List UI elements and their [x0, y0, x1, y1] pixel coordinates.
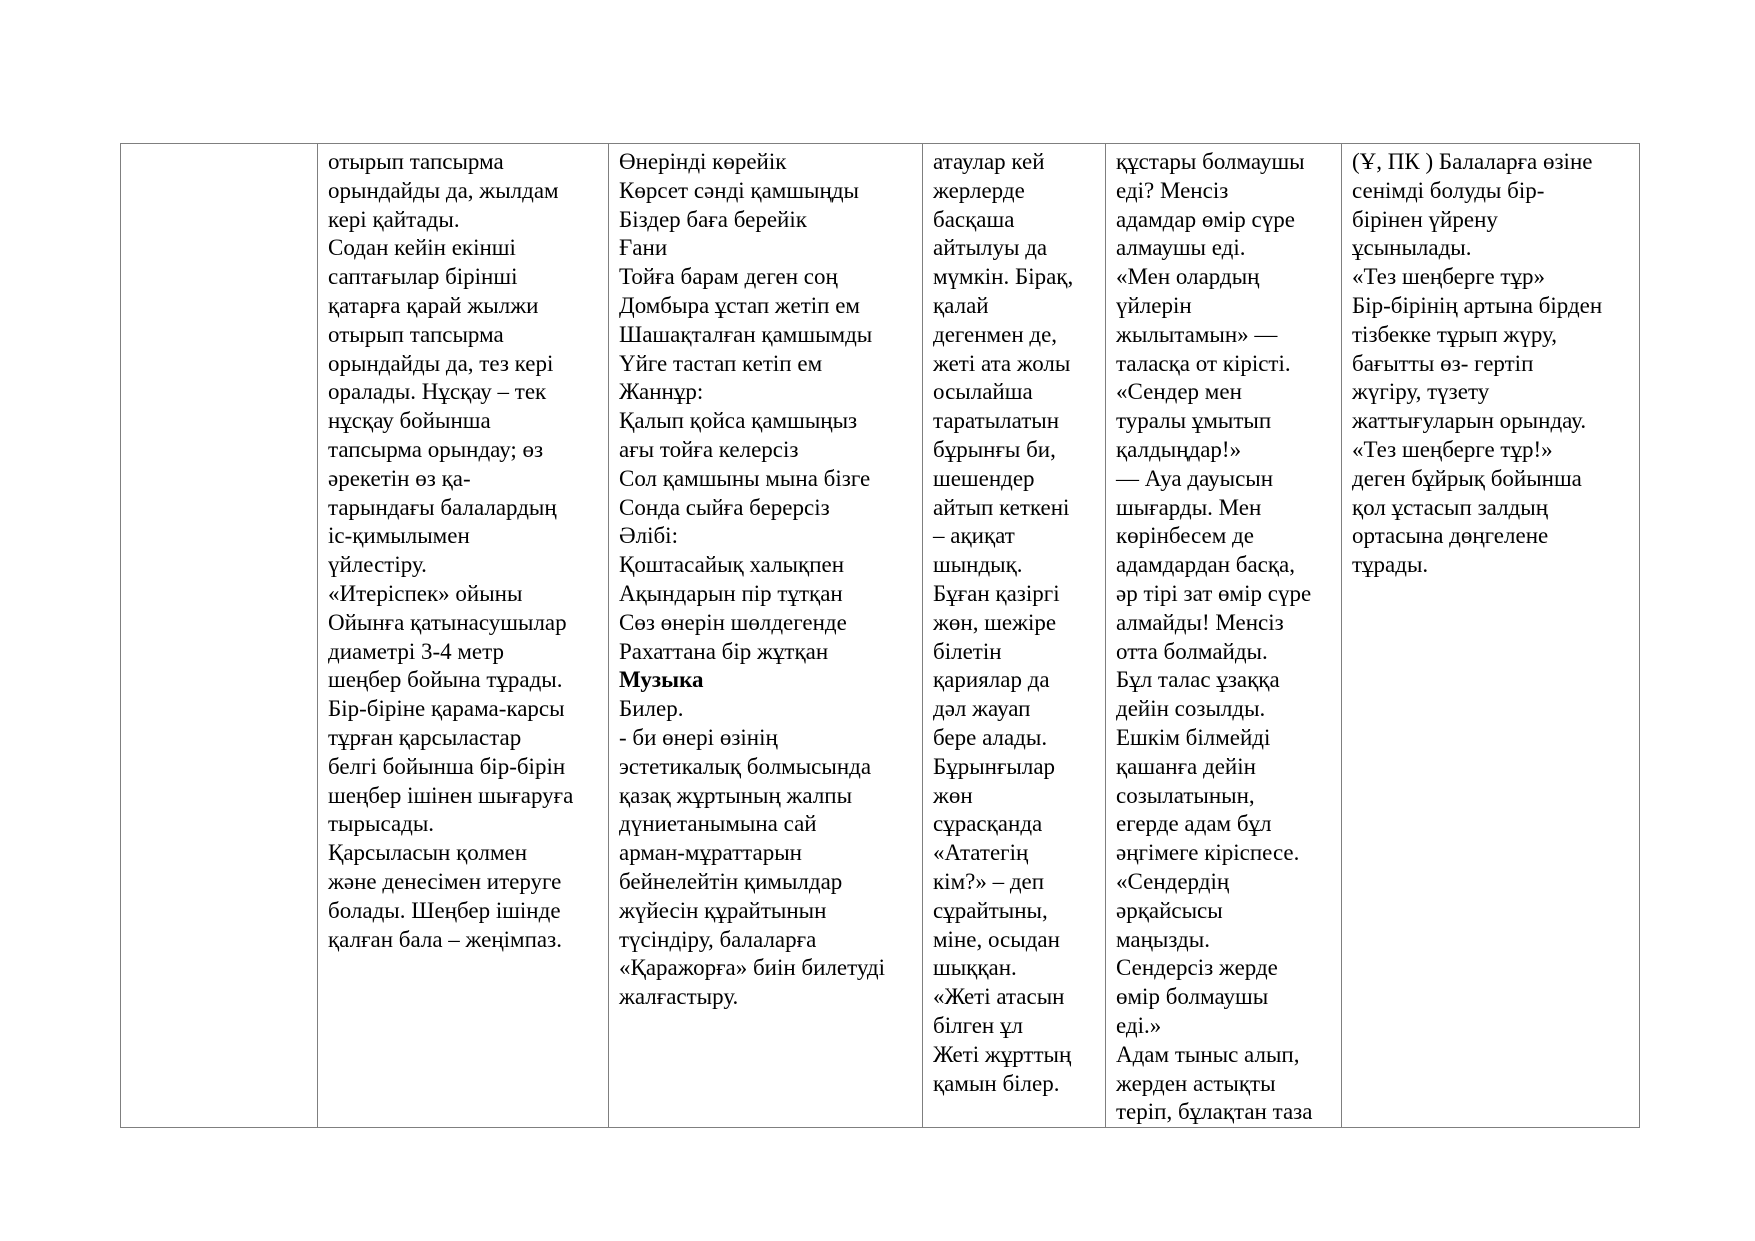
- cell-text-line: Билер.: [619, 696, 684, 722]
- cell-text-line: көрінбесем де: [1116, 523, 1254, 549]
- cell-text-line: отырып тапсырма: [328, 321, 504, 347]
- cell-text-line: Шашақталған қамшымды: [619, 321, 873, 347]
- cell-text-line: айтылуы да: [933, 235, 1048, 261]
- cell-text-line: «Итеріспек» ойыны: [328, 580, 523, 606]
- cell-text-line: білген ұл: [933, 1012, 1023, 1038]
- cell-text-line: теріп, бұлақтан таза: [1116, 1099, 1313, 1125]
- cell-text-line: міне, осыдан: [933, 926, 1060, 952]
- cell-text-line: Сендерсіз жерде: [1116, 955, 1278, 981]
- cell-text-line: жөн: [933, 782, 973, 808]
- cell-text-line: тұрған қарсыластар: [328, 724, 522, 750]
- cell-text-line: кім?» – деп: [933, 868, 1045, 894]
- cell-text-line: Тойға барам деген соң: [619, 264, 838, 290]
- cell-text-line: Ойынға қатынасушылар: [328, 609, 567, 635]
- cell-text-line: дүниетанымына сай: [619, 811, 817, 837]
- cell-text-line: – ақиқат: [933, 523, 1015, 549]
- cell-text-line: еді? Менсіз: [1116, 177, 1229, 203]
- table-cell-col-6: [1342, 144, 1640, 1128]
- cell-text-line: «Сендердің: [1116, 868, 1230, 894]
- table-cell-col-1: [121, 144, 318, 1128]
- cell-text-line: сенімді болуды бір-: [1352, 177, 1545, 203]
- cell-text-line: бұрынғы би,: [933, 436, 1056, 462]
- table-cell-col-5: [1106, 144, 1342, 1128]
- cell-text-line: белгі бойынша бір-бірін: [328, 753, 566, 779]
- cell-text-line: қариялар да: [933, 667, 1050, 693]
- cell-text-line: сұрайтыны,: [933, 897, 1048, 923]
- cell-text-line: алмайды! Менсіз: [1116, 609, 1284, 635]
- cell-text-line: туралы ұмытып: [1116, 408, 1272, 434]
- cell-text-line: жүгіру, түзету: [1352, 379, 1490, 405]
- cell-text-line: қалай: [933, 292, 989, 318]
- cell-text-line: Музыка: [619, 667, 704, 693]
- cell-text-line: басқаша: [933, 206, 1015, 232]
- cell-text-line: «Ататегің: [933, 840, 1029, 866]
- cell-text-line: Сөз өнерін шөлдегенде: [619, 609, 847, 635]
- cell-text-line: Сол қамшыны мына бізге: [619, 465, 871, 491]
- table-row: [121, 144, 1640, 1128]
- lesson-plan-table: [120, 143, 1640, 1128]
- cell-text-line: Ғани: [619, 235, 668, 261]
- cell-text-line: атаулар кей: [933, 149, 1045, 174]
- cell-text-line: таратылатын: [933, 408, 1060, 434]
- cell-text-line: Қалып қойса қамшыңыз: [619, 408, 858, 434]
- cell-text-line: іс-қимылымен: [328, 523, 470, 549]
- cell-text-line: жеті ата жолы: [933, 350, 1071, 376]
- cell-text-line: үйлестіру.: [328, 552, 427, 578]
- cell-text-line: арман-мұраттарын: [619, 840, 802, 866]
- cell-text-line: Бір-бірінің артына бірден: [1352, 292, 1603, 318]
- cell-text-line: — Ауа дауысын: [1116, 465, 1274, 491]
- cell-text-line: жерден астықты: [1116, 1070, 1276, 1096]
- cell-text-line: жалғастыру.: [619, 984, 739, 1010]
- cell-text-line: осылайша: [933, 379, 1033, 405]
- cell-text-line: (Ұ, ПК ) Балаларға өзіне: [1352, 149, 1593, 174]
- cell-text-line: Рахаттана бір жұтқан: [619, 638, 829, 664]
- cell-text-line: Ақындарын пір тұтқан: [619, 580, 843, 606]
- cell-text-line: қамын білер.: [933, 1070, 1060, 1096]
- cell-text-line: адамдардан басқа,: [1116, 552, 1296, 578]
- cell-text-line: Үйге тастап кетіп ем: [619, 350, 823, 376]
- cell-text-line: сұрасқанда: [933, 811, 1043, 837]
- cell-text-line: Әлібі:: [619, 523, 678, 549]
- cell-text-line: жаттығуларын орындау.: [1352, 408, 1587, 434]
- cell-text-line: бірінен үйрену: [1352, 206, 1498, 232]
- cell-text-line: Көрсет сәнді қамшыңды: [619, 177, 859, 203]
- cell-text-line: бере алады.: [933, 724, 1048, 750]
- cell-text-line: Жаннұр:: [619, 379, 704, 405]
- cell-text-line: «Жеті атасын: [933, 984, 1065, 1010]
- cell-text-line: Ешкім білмейді: [1116, 724, 1271, 750]
- cell-text-line: әрекетін өз қа-: [328, 465, 471, 491]
- cell-text-line: білетін: [933, 638, 1002, 664]
- cell-text-line: еді.»: [1116, 1012, 1162, 1038]
- cell-text-line: отта болмайды.: [1116, 638, 1268, 664]
- cell-text-line: егерде адам бұл: [1116, 811, 1272, 837]
- cell-text-line: жерлерде: [933, 177, 1025, 203]
- cell-text-line: Біздер баға берейік: [619, 206, 807, 232]
- cell-text-line: «Тез шеңберге тұр!»: [1352, 436, 1553, 462]
- cell-text-line: құстары болмаушы: [1116, 149, 1305, 174]
- cell-text-line: эстетикалық болмысында: [619, 753, 872, 779]
- cell-text-line: Өнерінді көрейік: [619, 149, 787, 174]
- cell-text-line: деген бұйрық бойынша: [1352, 465, 1582, 491]
- cell-text-line: «Тез шеңберге тұр»: [1352, 264, 1545, 290]
- cell-text-line: ортасына дөңгелене: [1352, 523, 1549, 549]
- cell-text-line: әңгімеге кіріспесе.: [1116, 840, 1300, 866]
- cell-text-line: Сонда сыйға берерсіз: [619, 494, 830, 520]
- cell-text-line: дегенмен де,: [933, 321, 1058, 347]
- table-cell-col-3: [609, 144, 923, 1128]
- cell-text-line: тұрады.: [1352, 552, 1429, 578]
- cell-text-line: тапсырма орындау; өз: [328, 436, 544, 462]
- cell-text-line: орындайды да, тез кері: [328, 350, 554, 376]
- cell-text-line: қалдыңдар!»: [1116, 436, 1242, 462]
- cell-text-line: - би өнері өзінің: [619, 724, 778, 750]
- cell-text-line: жөн, шежіре: [933, 609, 1057, 635]
- cell-text-line: айтып кеткені: [933, 494, 1070, 520]
- cell-text-line: шеңбер бойына тұрады.: [328, 667, 563, 693]
- cell-text-line: қатарға қарай жылжи: [328, 292, 539, 318]
- cell-text-line: және денесімен итеруге: [328, 868, 562, 894]
- cell-text-line: ұсынылады.: [1352, 235, 1472, 261]
- cell-text-line: дәл жауап: [933, 696, 1031, 722]
- cell-text-line: ағы тойға келерсіз: [619, 436, 799, 462]
- cell-text-line: созылатынын,: [1116, 782, 1255, 808]
- cell-text-line: әр тірі зат өмір сүре: [1116, 580, 1312, 606]
- table-cell-col-2: [318, 144, 609, 1128]
- cell-text-line: Бұл талас ұзаққа: [1116, 667, 1280, 693]
- cell-text-line: жүйесін құрайтынын: [619, 897, 827, 923]
- cell-text-line: маңызды.: [1116, 926, 1210, 952]
- cell-text-line: «Мен олардың: [1116, 264, 1260, 290]
- cell-text-line: жылытамын» —: [1116, 321, 1278, 347]
- cell-text-line: Қарсыласын қолмен: [328, 840, 528, 866]
- cell-text-line: бейнелейтін қимылдар: [619, 868, 843, 894]
- cell-text-line: шеңбер ішінен шығаруға: [328, 782, 574, 808]
- table-cell-col-4: [923, 144, 1106, 1128]
- cell-text-line: шешендер: [933, 465, 1035, 491]
- cell-text-line: тарындағы балалардың: [328, 494, 557, 520]
- cell-text-line: Бұрынғылар: [933, 753, 1056, 779]
- cell-text-line: диаметрі 3-4 метр: [328, 638, 504, 664]
- cell-text-line: әрқайсысы: [1116, 897, 1223, 923]
- cell-text-line: шындық.: [933, 552, 1023, 578]
- cell-text-line: «Қаражорға» биін билетуді: [619, 955, 886, 981]
- cell-text-line: «Сендер мен: [1116, 379, 1242, 405]
- cell-text-line: болады. Шеңбер ішінде: [328, 897, 561, 923]
- cell-text-line: Содан кейін екінші: [328, 235, 516, 261]
- cell-text-line: Бұған қазіргі: [933, 580, 1060, 606]
- cell-text-line: тізбекке тұрып жүру,: [1352, 321, 1557, 347]
- cell-text-line: отырып тапсырма: [328, 149, 504, 174]
- cell-text-line: нұсқау бойынша: [328, 408, 491, 434]
- cell-text-line: өмір болмаушы: [1116, 984, 1269, 1010]
- cell-text-line: Адам тыныс алып,: [1116, 1041, 1300, 1067]
- cell-text-line: шығарды. Мен: [1116, 494, 1262, 520]
- cell-text-line: Бір-біріне қарама-карсы: [328, 696, 565, 722]
- cell-text-line: орындайды да, жылдам: [328, 177, 559, 203]
- cell-text-line: түсіндіру, балаларға: [619, 926, 817, 952]
- cell-text-line: дейін созылды.: [1116, 696, 1266, 722]
- cell-text-line: бағытты өз- гертіп: [1352, 350, 1534, 376]
- cell-text-line: таласқа от кірісті.: [1116, 350, 1291, 376]
- cell-text-line: оралады. Нұсқау – тек: [328, 379, 547, 405]
- cell-text-line: саптағылар бірінші: [328, 264, 518, 290]
- cell-text-line: тырысады.: [328, 811, 435, 837]
- cell-text-line: Қоштасайық халықпен: [619, 552, 845, 578]
- cell-text-line: алмаушы еді.: [1116, 235, 1246, 261]
- cell-text-line: мүмкін. Бірақ,: [933, 264, 1074, 290]
- cell-text-line: Домбыра ұстап жетіп ем: [619, 292, 860, 318]
- cell-text-line: Жеті жұрттың: [933, 1041, 1072, 1067]
- cell-text-line: адамдар өмір сүре: [1116, 206, 1295, 232]
- cell-text-line: қазақ жұртының жалпы: [619, 782, 853, 808]
- cell-text-line: кері қайтады.: [328, 206, 460, 232]
- cell-text-line: шыққан.: [933, 955, 1017, 981]
- cell-text-line: үйлерін: [1116, 292, 1192, 318]
- cell-text-line: қол ұстасып залдың: [1352, 494, 1549, 520]
- cell-text-line: қалған бала – жеңімпаз.: [328, 926, 562, 952]
- cell-text-line: қашанға дейін: [1116, 753, 1256, 779]
